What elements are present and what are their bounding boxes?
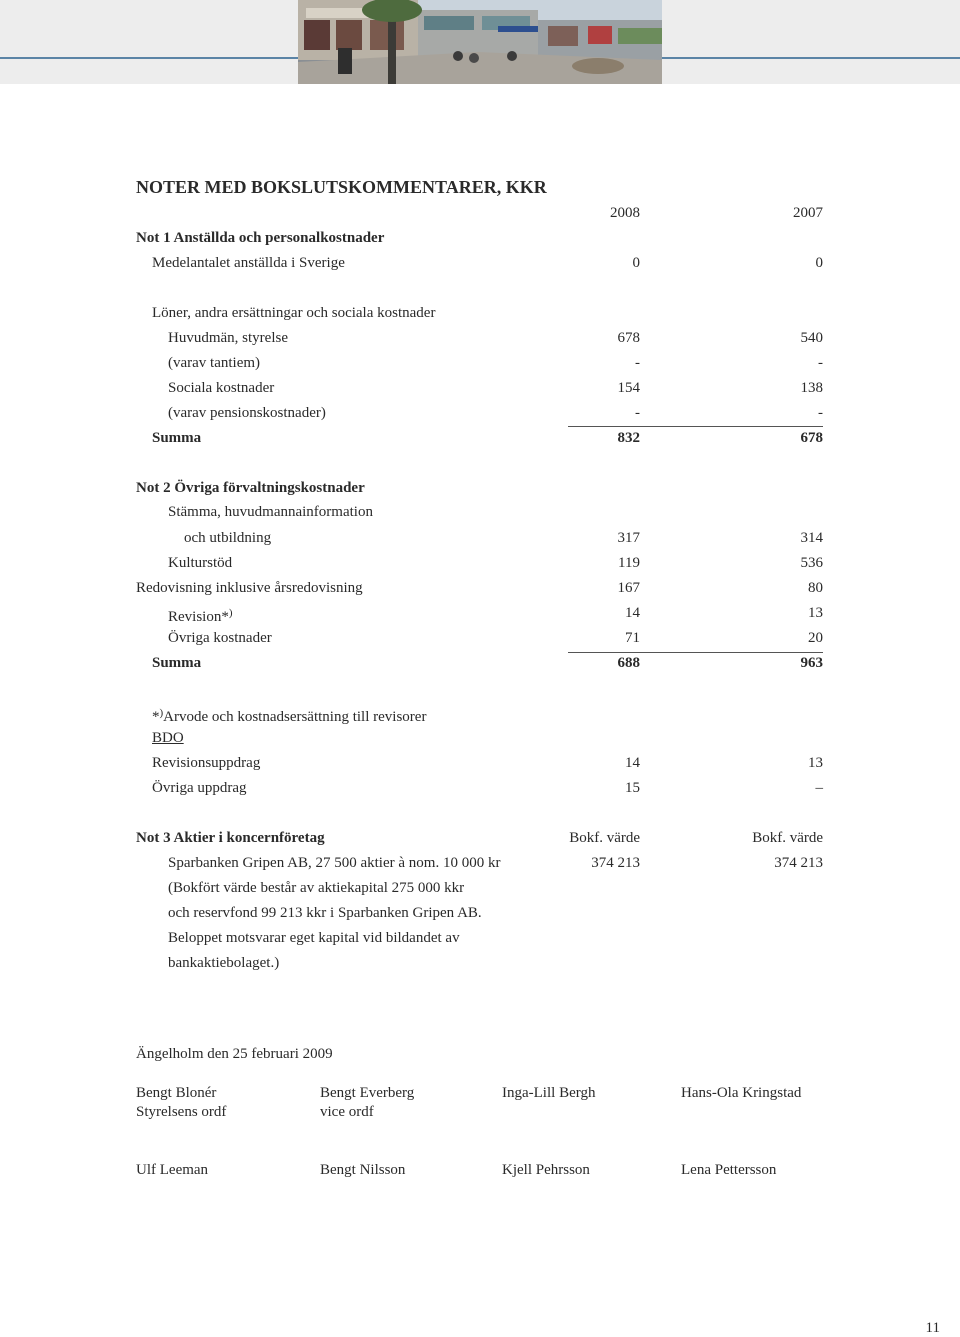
note2-row-2008: 14 bbox=[625, 605, 640, 621]
signatory-name: Bengt Nilsson bbox=[320, 1162, 406, 1178]
signatory-role: Styrelsens ordf bbox=[136, 1104, 227, 1120]
auditor-row-2007: – bbox=[815, 780, 823, 796]
note1-row-2008: 154 bbox=[617, 380, 640, 396]
signatory-name: Inga-Lill Bergh bbox=[502, 1085, 596, 1101]
note2-row-2007: 13 bbox=[808, 605, 823, 621]
note1-row-2008: - bbox=[635, 405, 640, 421]
header-rule-right bbox=[662, 57, 960, 59]
note1-row-2007: 138 bbox=[800, 380, 823, 396]
note2-sum-2008: 688 bbox=[617, 655, 640, 671]
revision-footnote-mark: ) bbox=[228, 607, 233, 619]
note1-employees-2008: 0 bbox=[632, 255, 640, 271]
note2-heading: Not 2 Övriga förvaltningskostnader bbox=[136, 480, 365, 496]
page-number: 11 bbox=[925, 1320, 940, 1336]
auditor-firm: BDO bbox=[152, 730, 184, 746]
note2-row-2008: 119 bbox=[618, 555, 640, 571]
auditor-row-2008: 14 bbox=[625, 755, 640, 771]
note3-col-header-2: Bokf. värde bbox=[752, 830, 823, 846]
note1-employees-label: Medelantalet anställda i Sverige bbox=[152, 255, 345, 271]
note1-row-label: Sociala kostnader bbox=[168, 380, 275, 396]
note2-row-label bbox=[168, 604, 233, 626]
note1-salaries-heading: Löner, andra ersättningar och sociala kostnader bbox=[152, 305, 436, 321]
note1-row-2007: - bbox=[818, 355, 823, 371]
signatory-name: Lena Pettersson bbox=[681, 1162, 777, 1178]
note1-row-2008: 678 bbox=[617, 330, 640, 346]
note2-row-label: Stämma, huvudmannainformation bbox=[168, 504, 373, 520]
note1-sum-2007: 678 bbox=[800, 430, 823, 446]
note1-sum-label: Summa bbox=[152, 430, 202, 446]
auditor-row-2007: 13 bbox=[808, 755, 823, 771]
note3-text-line: Beloppet motsvarar eget kapital vid bildandet av bbox=[168, 930, 460, 946]
note1-row-2007: 540 bbox=[800, 330, 823, 346]
note2-sum-2007: 963 bbox=[800, 655, 823, 671]
note1-heading: Not 1 Anställda och personalkostnader bbox=[136, 230, 385, 246]
footnote-asterisk: * bbox=[152, 709, 160, 725]
revision-label: Revision* bbox=[168, 609, 229, 625]
note2-row-label: Redovisning inklusive årsredovisning bbox=[136, 580, 363, 596]
note2-row-label-cont: och utbildning bbox=[184, 530, 272, 546]
note2-sum-label: Summa bbox=[152, 655, 202, 671]
footnote-text: Arvode och kostnadsersättning till revisorer bbox=[163, 709, 427, 725]
note2-row-2007: 20 bbox=[808, 630, 823, 646]
signatory-name: Hans-Ola Kringstad bbox=[681, 1085, 802, 1101]
note2-row-2007: 536 bbox=[800, 555, 823, 571]
note1-row-2008: - bbox=[635, 355, 640, 371]
note3-col-header-1: Bokf. värde bbox=[569, 830, 640, 846]
note2-row-label: Övriga kostnader bbox=[168, 630, 272, 646]
signatory-name: Bengt Blonér bbox=[136, 1085, 217, 1101]
note2-row-2008: 167 bbox=[617, 580, 640, 596]
signatory-role: vice ordf bbox=[320, 1104, 374, 1120]
year-header-2: 2007 bbox=[793, 205, 823, 221]
note2-row-2008: 317 bbox=[617, 530, 640, 546]
note1-row-label: Huvudmän, styrelse bbox=[168, 330, 288, 346]
note3-text-line: bankaktiebolaget.) bbox=[168, 955, 280, 971]
note1-sum-2008: 832 bbox=[617, 430, 640, 446]
note3-value-2007: 374 213 bbox=[774, 855, 823, 871]
year-header-1: 2008 bbox=[610, 205, 640, 221]
note1-row-label: (varav tantiem) bbox=[168, 355, 261, 371]
note3-heading: Not 3 Aktier i koncernföretag bbox=[136, 830, 325, 846]
note3-holding-label: Sparbanken Gripen AB, 27 500 aktier à nom. 10 000 kr bbox=[168, 855, 501, 871]
street-photo bbox=[298, 0, 662, 84]
note1-employees-2007: 0 bbox=[815, 255, 823, 271]
note2-row-2007: 314 bbox=[800, 530, 823, 546]
auditor-row-2008: 15 bbox=[625, 780, 640, 796]
note3-text-line: och reservfond 99 213 kkr i Sparbanken Gripen AB. bbox=[168, 905, 482, 921]
note3-text-line: (Bokfört värde består av aktiekapital 275 000 kkr bbox=[168, 880, 465, 896]
auditor-row-label: Revisionsuppdrag bbox=[152, 755, 261, 771]
page-title: NOTER MED BOKSLUTSKOMMENTARER, KKR bbox=[136, 177, 547, 197]
note1-row-label: (varav pensionskostnader) bbox=[168, 405, 326, 421]
header-rule-left bbox=[0, 57, 298, 59]
auditor-row-label: Övriga uppdrag bbox=[152, 780, 247, 796]
auditor-footnote bbox=[152, 704, 426, 726]
note1-row-2007: - bbox=[818, 405, 823, 421]
note2-row-2008: 71 bbox=[625, 630, 640, 646]
signatory-name: Kjell Pehrsson bbox=[502, 1162, 590, 1178]
signatory-name: Bengt Everberg bbox=[320, 1085, 415, 1101]
note1-sum-rule bbox=[568, 426, 823, 427]
place-date: Ängelholm den 25 februari 2009 bbox=[136, 1046, 333, 1062]
note2-row-label: Kulturstöd bbox=[168, 555, 233, 571]
note3-value-2008: 374 213 bbox=[591, 855, 640, 871]
note2-row-2007: 80 bbox=[808, 580, 823, 596]
note2-sum-rule bbox=[568, 652, 823, 653]
signatory-name: Ulf Leeman bbox=[136, 1162, 209, 1178]
footnote-mark: ) bbox=[159, 707, 164, 719]
